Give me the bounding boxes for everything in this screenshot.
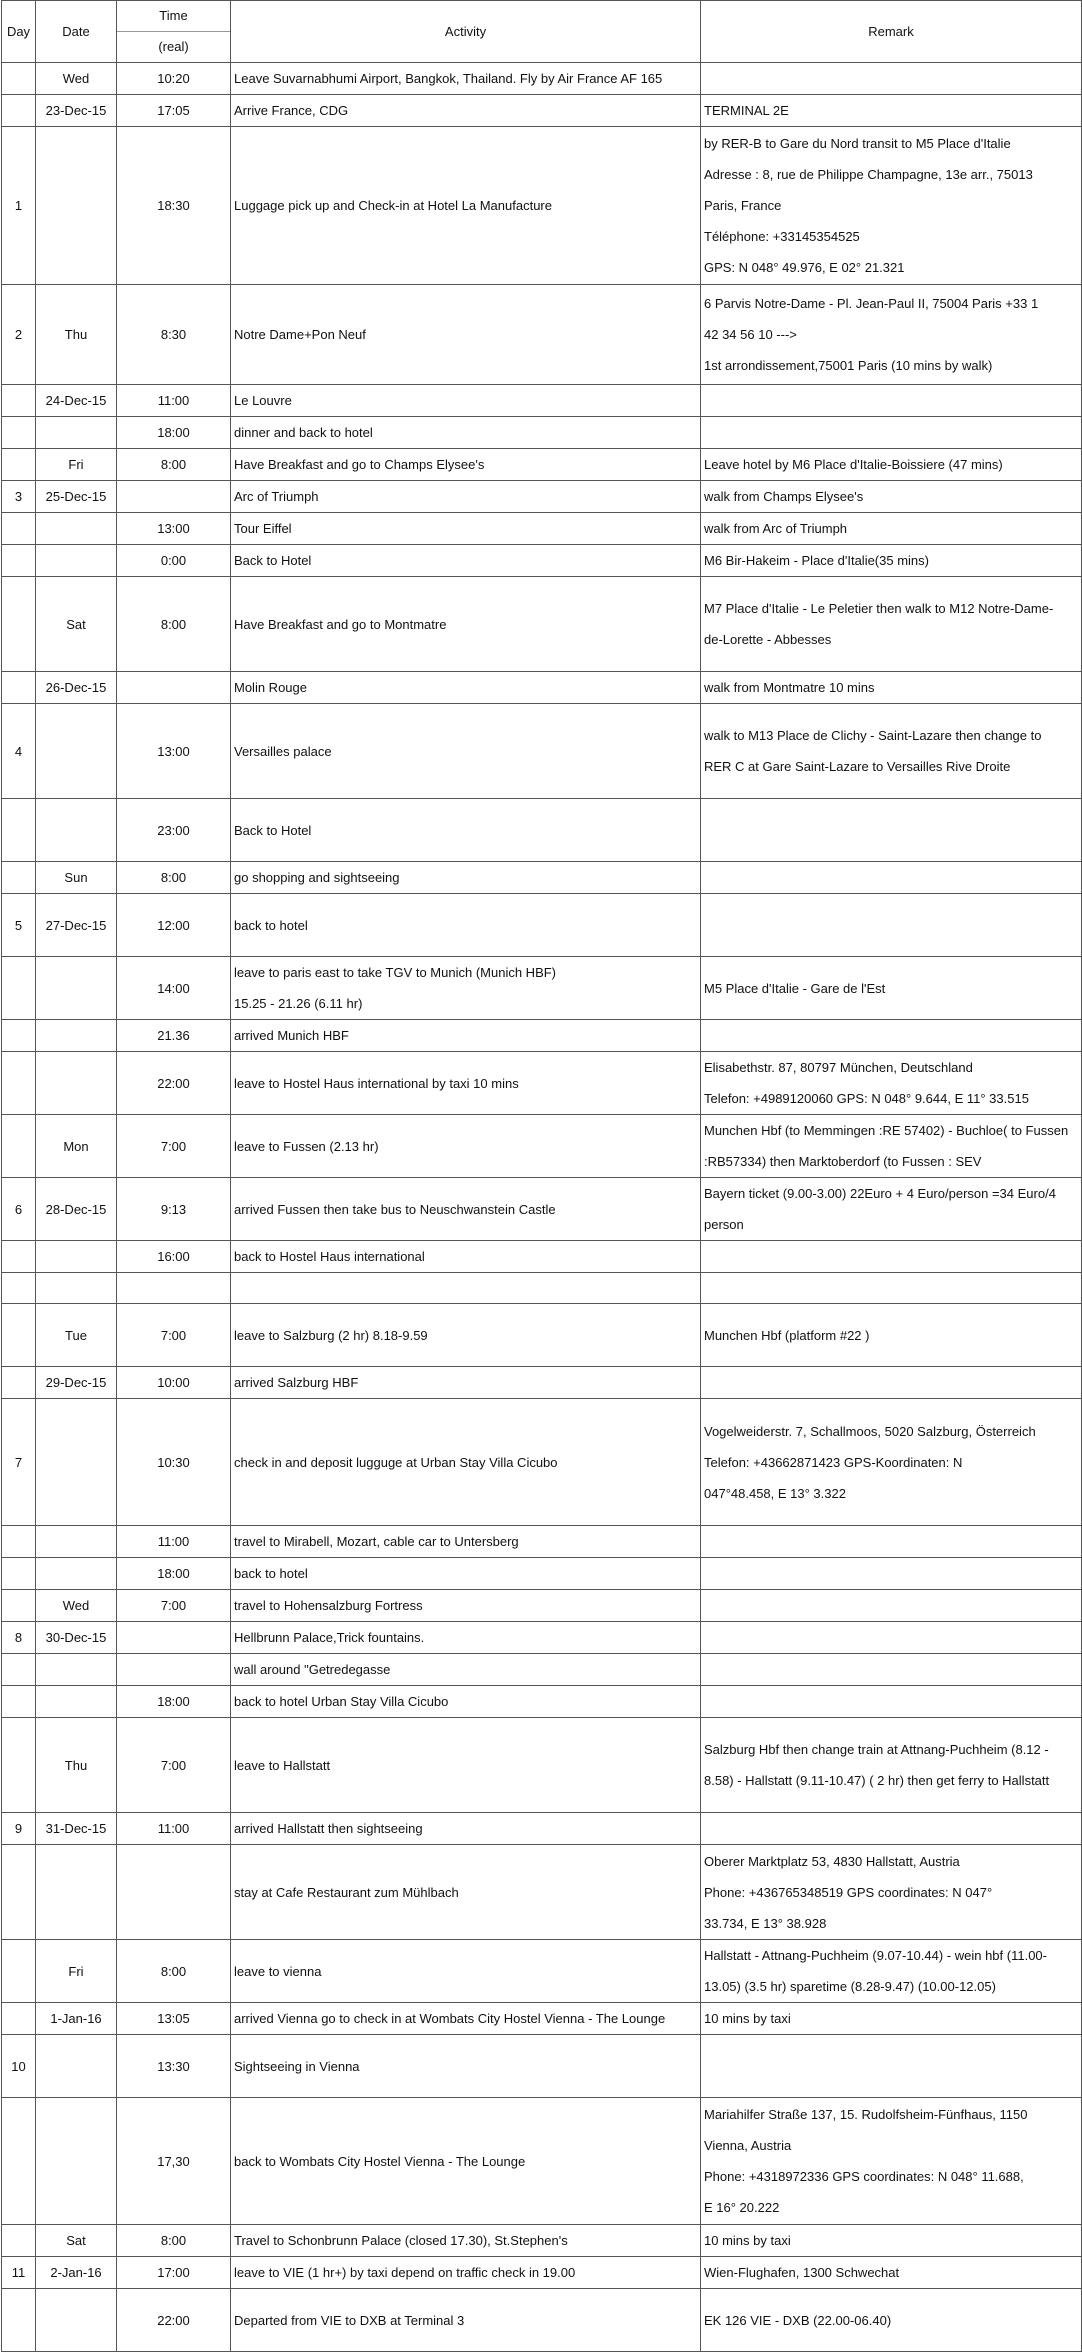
activity-cell: Hellbrunn Palace,Trick fountains. [231, 1622, 701, 1654]
itinerary-row [2, 799, 1082, 862]
time-cell [117, 1622, 231, 1654]
itinerary-body [2, 63, 1082, 2352]
activity-cell: dinner and back to hotel [231, 417, 701, 449]
day-cell [2, 1845, 36, 1940]
remark-cell [701, 1367, 1082, 1399]
time-cell: 12:00 [117, 894, 231, 957]
date-cell: 1-Jan-16 [36, 2003, 117, 2035]
remark-cell: Mariahilfer Straße 137, 15. Rudolfsheim-Fünfhaus, 1150 Vienna, Austria Phone: +4318972336 GPS coordinates: N 048° 11.688, E 16° 20.222 [701, 2098, 1082, 2225]
date-cell [36, 2289, 117, 2352]
day-cell [2, 1686, 36, 1718]
day-cell [2, 2098, 36, 2225]
activity-cell: Molin Rouge [231, 672, 701, 704]
activity-cell: leave to VIE (1 hr+) by taxi depend on traffic check in 19.00 [231, 2257, 701, 2289]
itinerary-row [2, 385, 1082, 417]
itinerary-row [2, 577, 1082, 672]
remark-cell [701, 417, 1082, 449]
date-cell: Tue [36, 1304, 117, 1367]
itinerary-row [2, 2035, 1082, 2098]
date-cell [36, 799, 117, 862]
remark-cell [701, 1813, 1082, 1845]
itinerary-row [2, 1304, 1082, 1367]
activity-cell: back to hotel [231, 894, 701, 957]
day-cell [2, 577, 36, 672]
day-cell [2, 1052, 36, 1115]
time-cell [117, 672, 231, 704]
time-cell: 8:00 [117, 1940, 231, 2003]
header-time-label: Time [159, 8, 188, 23]
remark-cell [701, 385, 1082, 417]
date-cell: Thu [36, 285, 117, 385]
time-cell: 11:00 [117, 385, 231, 417]
date-cell [36, 127, 117, 285]
date-cell [36, 1526, 117, 1558]
itinerary-row [2, 1052, 1082, 1115]
itinerary-row [2, 894, 1082, 957]
time-cell: 11:00 [117, 1813, 231, 1845]
date-cell [36, 2035, 117, 2098]
activity-cell: check in and deposit lugguge at Urban Stay Villa Cicubo [231, 1399, 701, 1526]
time-cell: 13:30 [117, 2035, 231, 2098]
date-cell: Thu [36, 1718, 117, 1813]
activity-cell: leave to Salzburg (2 hr) 8.18-9.59 [231, 1304, 701, 1367]
remark-cell [701, 1273, 1082, 1304]
day-cell: 2 [2, 285, 36, 385]
date-cell: 2-Jan-16 [36, 2257, 117, 2289]
remark-cell: M6 Bir-Hakeim - Place d'Italie(35 mins) [701, 545, 1082, 577]
remark-cell [701, 799, 1082, 862]
date-cell: Fri [36, 449, 117, 481]
activity-cell: Arc of Triumph [231, 481, 701, 513]
day-cell [2, 672, 36, 704]
itinerary-row [2, 672, 1082, 704]
time-cell: 21.36 [117, 1020, 231, 1052]
time-cell: 0:00 [117, 545, 231, 577]
activity-cell: stay at Cafe Restaurant zum Mühlbach [231, 1845, 701, 1940]
time-cell [117, 1845, 231, 1940]
activity-cell: Have Breakfast and go to Champs Elysee's [231, 449, 701, 481]
itinerary-row [2, 285, 1082, 385]
date-cell: Sat [36, 2225, 117, 2257]
date-cell: 23-Dec-15 [36, 95, 117, 127]
date-cell: Sun [36, 862, 117, 894]
time-cell [117, 1273, 231, 1304]
itinerary-row [2, 1399, 1082, 1526]
time-cell: 10:20 [117, 63, 231, 95]
time-cell: 18:00 [117, 417, 231, 449]
remark-cell: 10 mins by taxi [701, 2003, 1082, 2035]
activity-cell: leave to paris east to take TGV to Munich (Munich HBF) 15.25 - 21.26 (6.11 hr) [231, 957, 701, 1020]
remark-cell: Munchen Hbf (to Memmingen :RE 57402) - Buchloe( to Fussen :RB57334) then Marktoberdorf (to Fussen : SEV [701, 1115, 1082, 1178]
itinerary-row [2, 1558, 1082, 1590]
day-cell: 11 [2, 2257, 36, 2289]
remark-cell [701, 1241, 1082, 1273]
activity-cell: Le Louvre [231, 385, 701, 417]
time-cell: 7:00 [117, 1304, 231, 1367]
date-cell [36, 545, 117, 577]
day-cell [2, 95, 36, 127]
day-cell [2, 1273, 36, 1304]
day-cell [2, 1654, 36, 1686]
day-cell: 10 [2, 2035, 36, 2098]
time-cell: 18:00 [117, 1686, 231, 1718]
day-cell [2, 862, 36, 894]
date-cell [36, 1020, 117, 1052]
activity-cell: travel to Hohensalzburg Fortress [231, 1590, 701, 1622]
activity-cell: wall around "Getredegasse [231, 1654, 701, 1686]
day-cell [2, 449, 36, 481]
remark-cell [701, 1590, 1082, 1622]
time-cell: 18:00 [117, 1558, 231, 1590]
time-cell: 9:13 [117, 1178, 231, 1241]
activity-cell: back to Wombats City Hostel Vienna - The Lounge [231, 2098, 701, 2225]
itinerary-row [2, 1241, 1082, 1273]
itinerary-row [2, 1178, 1082, 1241]
day-cell: 1 [2, 127, 36, 285]
activity-cell: back to hotel [231, 1558, 701, 1590]
remark-cell: walk to M13 Place de Clichy - Saint-Lazare then change to RER C at Gare Saint-Lazare to Versailles Rive Droite [701, 704, 1082, 799]
activity-cell: Luggage pick up and Check-in at Hotel La Manufacture [231, 127, 701, 285]
remark-cell: M5 Place d'Italie - Gare de l'Est [701, 957, 1082, 1020]
time-cell [117, 481, 231, 513]
time-cell: 7:00 [117, 1718, 231, 1813]
date-cell [36, 1654, 117, 1686]
itinerary-row [2, 957, 1082, 1020]
day-cell [2, 1526, 36, 1558]
itinerary-row [2, 545, 1082, 577]
day-cell [2, 799, 36, 862]
date-cell: Sat [36, 577, 117, 672]
itinerary-row [2, 862, 1082, 894]
activity-cell: leave to Hostel Haus international by taxi 10 mins [231, 1052, 701, 1115]
time-cell: 8:00 [117, 449, 231, 481]
time-cell: 8:30 [117, 285, 231, 385]
header-activity: Activity [231, 1, 701, 63]
remark-cell: Leave hotel by M6 Place d'Italie-Boissiere (47 mins) [701, 449, 1082, 481]
time-cell [117, 1654, 231, 1686]
date-cell [36, 1273, 117, 1304]
time-cell: 13:05 [117, 2003, 231, 2035]
time-cell: 18:30 [117, 127, 231, 285]
activity-cell: back to Hostel Haus international [231, 1241, 701, 1273]
date-cell [36, 704, 117, 799]
time-cell: 7:00 [117, 1115, 231, 1178]
date-cell [36, 417, 117, 449]
day-cell: 3 [2, 481, 36, 513]
day-cell [2, 1718, 36, 1813]
remark-cell: walk from Arc of Triumph [701, 513, 1082, 545]
date-cell: 28-Dec-15 [36, 1178, 117, 1241]
day-cell [2, 957, 36, 1020]
day-cell [2, 545, 36, 577]
day-cell [2, 417, 36, 449]
date-cell [36, 513, 117, 545]
day-cell [2, 1367, 36, 1399]
date-cell: 25-Dec-15 [36, 481, 117, 513]
activity-cell: go shopping and sightseeing [231, 862, 701, 894]
date-cell [36, 1845, 117, 1940]
date-cell [36, 2098, 117, 2225]
time-cell: 13:00 [117, 704, 231, 799]
remark-cell: walk from Champs Elysee's [701, 481, 1082, 513]
day-cell [2, 1558, 36, 1590]
date-cell: Mon [36, 1115, 117, 1178]
time-cell: 22:00 [117, 2289, 231, 2352]
itinerary-row [2, 481, 1082, 513]
day-cell: 5 [2, 894, 36, 957]
activity-cell: Notre Dame+Pon Neuf [231, 285, 701, 385]
itinerary-row [2, 1686, 1082, 1718]
day-cell [2, 1020, 36, 1052]
activity-cell: Back to Hotel [231, 799, 701, 862]
time-cell: 11:00 [117, 1526, 231, 1558]
remark-cell [701, 1622, 1082, 1654]
header-day: Day [2, 1, 36, 63]
time-cell: 8:00 [117, 862, 231, 894]
itinerary-row [2, 2257, 1082, 2289]
remark-cell: by RER-B to Gare du Nord transit to M5 Place d'Italie Adresse : 8, rue de Philippe Champagne, 13e arr., 75013 Paris, France Téléphone: +33145354525 GPS: N 048° 49.976, E 02° 21.321 [701, 127, 1082, 285]
activity-cell: Departed from VIE to DXB at Terminal 3 [231, 2289, 701, 2352]
time-cell: 17:05 [117, 95, 231, 127]
remark-cell: Wien-Flughafen, 1300 Schwechat [701, 2257, 1082, 2289]
itinerary-row [2, 417, 1082, 449]
activity-cell: Arrive France, CDG [231, 95, 701, 127]
remark-cell: 6 Parvis Notre-Dame - Pl. Jean-Paul II, 75004 Paris +33 1 42 34 56 10 ---> 1st arrondissement,75001 Paris (10 mins by walk) [701, 285, 1082, 385]
time-cell: 7:00 [117, 1590, 231, 1622]
day-cell: 7 [2, 1399, 36, 1526]
activity-cell: arrived Fussen then take bus to Neuschwanstein Castle [231, 1178, 701, 1241]
activity-cell: Versailles palace [231, 704, 701, 799]
day-cell [2, 2003, 36, 2035]
date-cell: Wed [36, 63, 117, 95]
date-cell: 30-Dec-15 [36, 1622, 117, 1654]
itinerary-row [2, 127, 1082, 285]
day-cell [2, 2289, 36, 2352]
itinerary-row [2, 2003, 1082, 2035]
itinerary-row [2, 1845, 1082, 1940]
activity-cell: arrived Munich HBF [231, 1020, 701, 1052]
remark-cell: TERMINAL 2E [701, 95, 1082, 127]
time-cell: 14:00 [117, 957, 231, 1020]
day-cell [2, 385, 36, 417]
day-cell [2, 1304, 36, 1367]
remark-cell [701, 1558, 1082, 1590]
day-cell [2, 1241, 36, 1273]
remark-cell [701, 1020, 1082, 1052]
itinerary-row [2, 2225, 1082, 2257]
date-cell: 27-Dec-15 [36, 894, 117, 957]
header-time [117, 1, 231, 63]
date-cell: Wed [36, 1590, 117, 1622]
date-cell: Fri [36, 1940, 117, 2003]
activity-cell: back to hotel Urban Stay Villa Cicubo [231, 1686, 701, 1718]
remark-cell [701, 63, 1082, 95]
activity-cell: Sightseeing in Vienna [231, 2035, 701, 2098]
date-cell: 31-Dec-15 [36, 1813, 117, 1845]
time-cell: 22:00 [117, 1052, 231, 1115]
remark-cell: Vogelweiderstr. 7, Schallmoos, 5020 Salzburg, Österreich Telefon: +43662871423 GPS-Koordinaten: N 047°48.458, E 13° 3.322 [701, 1399, 1082, 1526]
header-date: Date [36, 1, 117, 63]
activity-cell: Back to Hotel [231, 545, 701, 577]
date-cell [36, 1052, 117, 1115]
day-cell [2, 2225, 36, 2257]
remark-cell: Bayern ticket (9.00-3.00) 22Euro + 4 Euro/person =34 Euro/4 person [701, 1178, 1082, 1241]
day-cell: 4 [2, 704, 36, 799]
activity-cell: arrived Hallstatt then sightseeing [231, 1813, 701, 1845]
time-cell: 10:30 [117, 1399, 231, 1526]
itinerary-row [2, 1526, 1082, 1558]
activity-cell: leave to Hallstatt [231, 1718, 701, 1813]
itinerary-row [2, 1020, 1082, 1052]
day-cell [2, 63, 36, 95]
itinerary-table [1, 0, 1082, 2352]
activity-cell [231, 1273, 701, 1304]
date-cell: 29-Dec-15 [36, 1367, 117, 1399]
remark-cell: EK 126 VIE - DXB (22.00-06.40) [701, 2289, 1082, 2352]
time-cell: 17,30 [117, 2098, 231, 2225]
itinerary-row [2, 1813, 1082, 1845]
remark-cell: Oberer Marktplatz 53, 4830 Hallstatt, Austria Phone: +436765348519 GPS coordinates: N 047° 33.734, E 13° 38.928 [701, 1845, 1082, 1940]
itinerary-row [2, 1654, 1082, 1686]
itinerary-row [2, 1622, 1082, 1654]
activity-cell: arrived Salzburg HBF [231, 1367, 701, 1399]
remark-cell [701, 2035, 1082, 2098]
day-cell [2, 513, 36, 545]
itinerary-row [2, 1273, 1082, 1304]
date-cell [36, 957, 117, 1020]
itinerary-row [2, 63, 1082, 95]
remark-cell: Munchen Hbf (platform #22 ) [701, 1304, 1082, 1367]
day-cell: 8 [2, 1622, 36, 1654]
activity-cell: Travel to Schonbrunn Palace (closed 17.30), St.Stephen's [231, 2225, 701, 2257]
time-cell: 16:00 [117, 1241, 231, 1273]
time-cell: 8:00 [117, 577, 231, 672]
time-cell: 17:00 [117, 2257, 231, 2289]
itinerary-row [2, 2289, 1082, 2352]
date-cell: 26-Dec-15 [36, 672, 117, 704]
remark-cell: Salzburg Hbf then change train at Attnang-Puchheim (8.12 - 8.58) - Hallstatt (9.11-10.47) ( 2 hr) then get ferry to Hallstatt [701, 1718, 1082, 1813]
time-cell: 13:00 [117, 513, 231, 545]
remark-cell: M7 Place d'Italie - Le Peletier then walk to M12 Notre-Dame- de-Lorette - Abbesses [701, 577, 1082, 672]
remark-cell: walk from Montmatre 10 mins [701, 672, 1082, 704]
itinerary-row [2, 449, 1082, 481]
remark-cell [701, 894, 1082, 957]
remark-cell [701, 1654, 1082, 1686]
activity-cell: leave to vienna [231, 1940, 701, 2003]
itinerary-row [2, 2098, 1082, 2225]
time-cell: 8:00 [117, 2225, 231, 2257]
activity-cell: leave to Fussen (2.13 hr) [231, 1115, 701, 1178]
day-cell [2, 1590, 36, 1622]
date-cell [36, 1399, 117, 1526]
header-time-sublabel: (real) [117, 31, 230, 62]
activity-cell: Have Breakfast and go to Montmatre [231, 577, 701, 672]
day-cell [2, 1115, 36, 1178]
header-row [2, 1, 1082, 63]
itinerary-row [2, 95, 1082, 127]
itinerary-row [2, 1115, 1082, 1178]
remark-cell [701, 862, 1082, 894]
itinerary-row [2, 1590, 1082, 1622]
date-cell [36, 1558, 117, 1590]
itinerary-row [2, 1718, 1082, 1813]
itinerary-row [2, 1367, 1082, 1399]
activity-cell: Leave Suvarnabhumi Airport, Bangkok, Thailand. Fly by Air France AF 165 [231, 63, 701, 95]
date-cell [36, 1241, 117, 1273]
remark-cell [701, 1686, 1082, 1718]
day-cell [2, 1940, 36, 2003]
remark-cell: 10 mins by taxi [701, 2225, 1082, 2257]
time-cell: 10:00 [117, 1367, 231, 1399]
itinerary-row [2, 513, 1082, 545]
activity-cell: travel to Mirabell, Mozart, cable car to Untersberg [231, 1526, 701, 1558]
activity-cell: Tour Eiffel [231, 513, 701, 545]
date-cell: 24-Dec-15 [36, 385, 117, 417]
itinerary-row [2, 704, 1082, 799]
remark-cell [701, 1526, 1082, 1558]
day-cell: 9 [2, 1813, 36, 1845]
activity-cell: arrived Vienna go to check in at Wombats City Hostel Vienna - The Lounge [231, 2003, 701, 2035]
itinerary-row [2, 1940, 1082, 2003]
header-remark: Remark [701, 1, 1082, 63]
time-cell: 23:00 [117, 799, 231, 862]
day-cell: 6 [2, 1178, 36, 1241]
remark-cell: Hallstatt - Attnang-Puchheim (9.07-10.44) - wein hbf (11.00- 13.05) (3.5 hr) sparetime (8.28-9.47) (10.00-12.05) [701, 1940, 1082, 2003]
remark-cell: Elisabethstr. 87, 80797 München, Deutschland Telefon: +4989120060 GPS: N 048° 9.644, E 11° 33.515 [701, 1052, 1082, 1115]
date-cell [36, 1686, 117, 1718]
